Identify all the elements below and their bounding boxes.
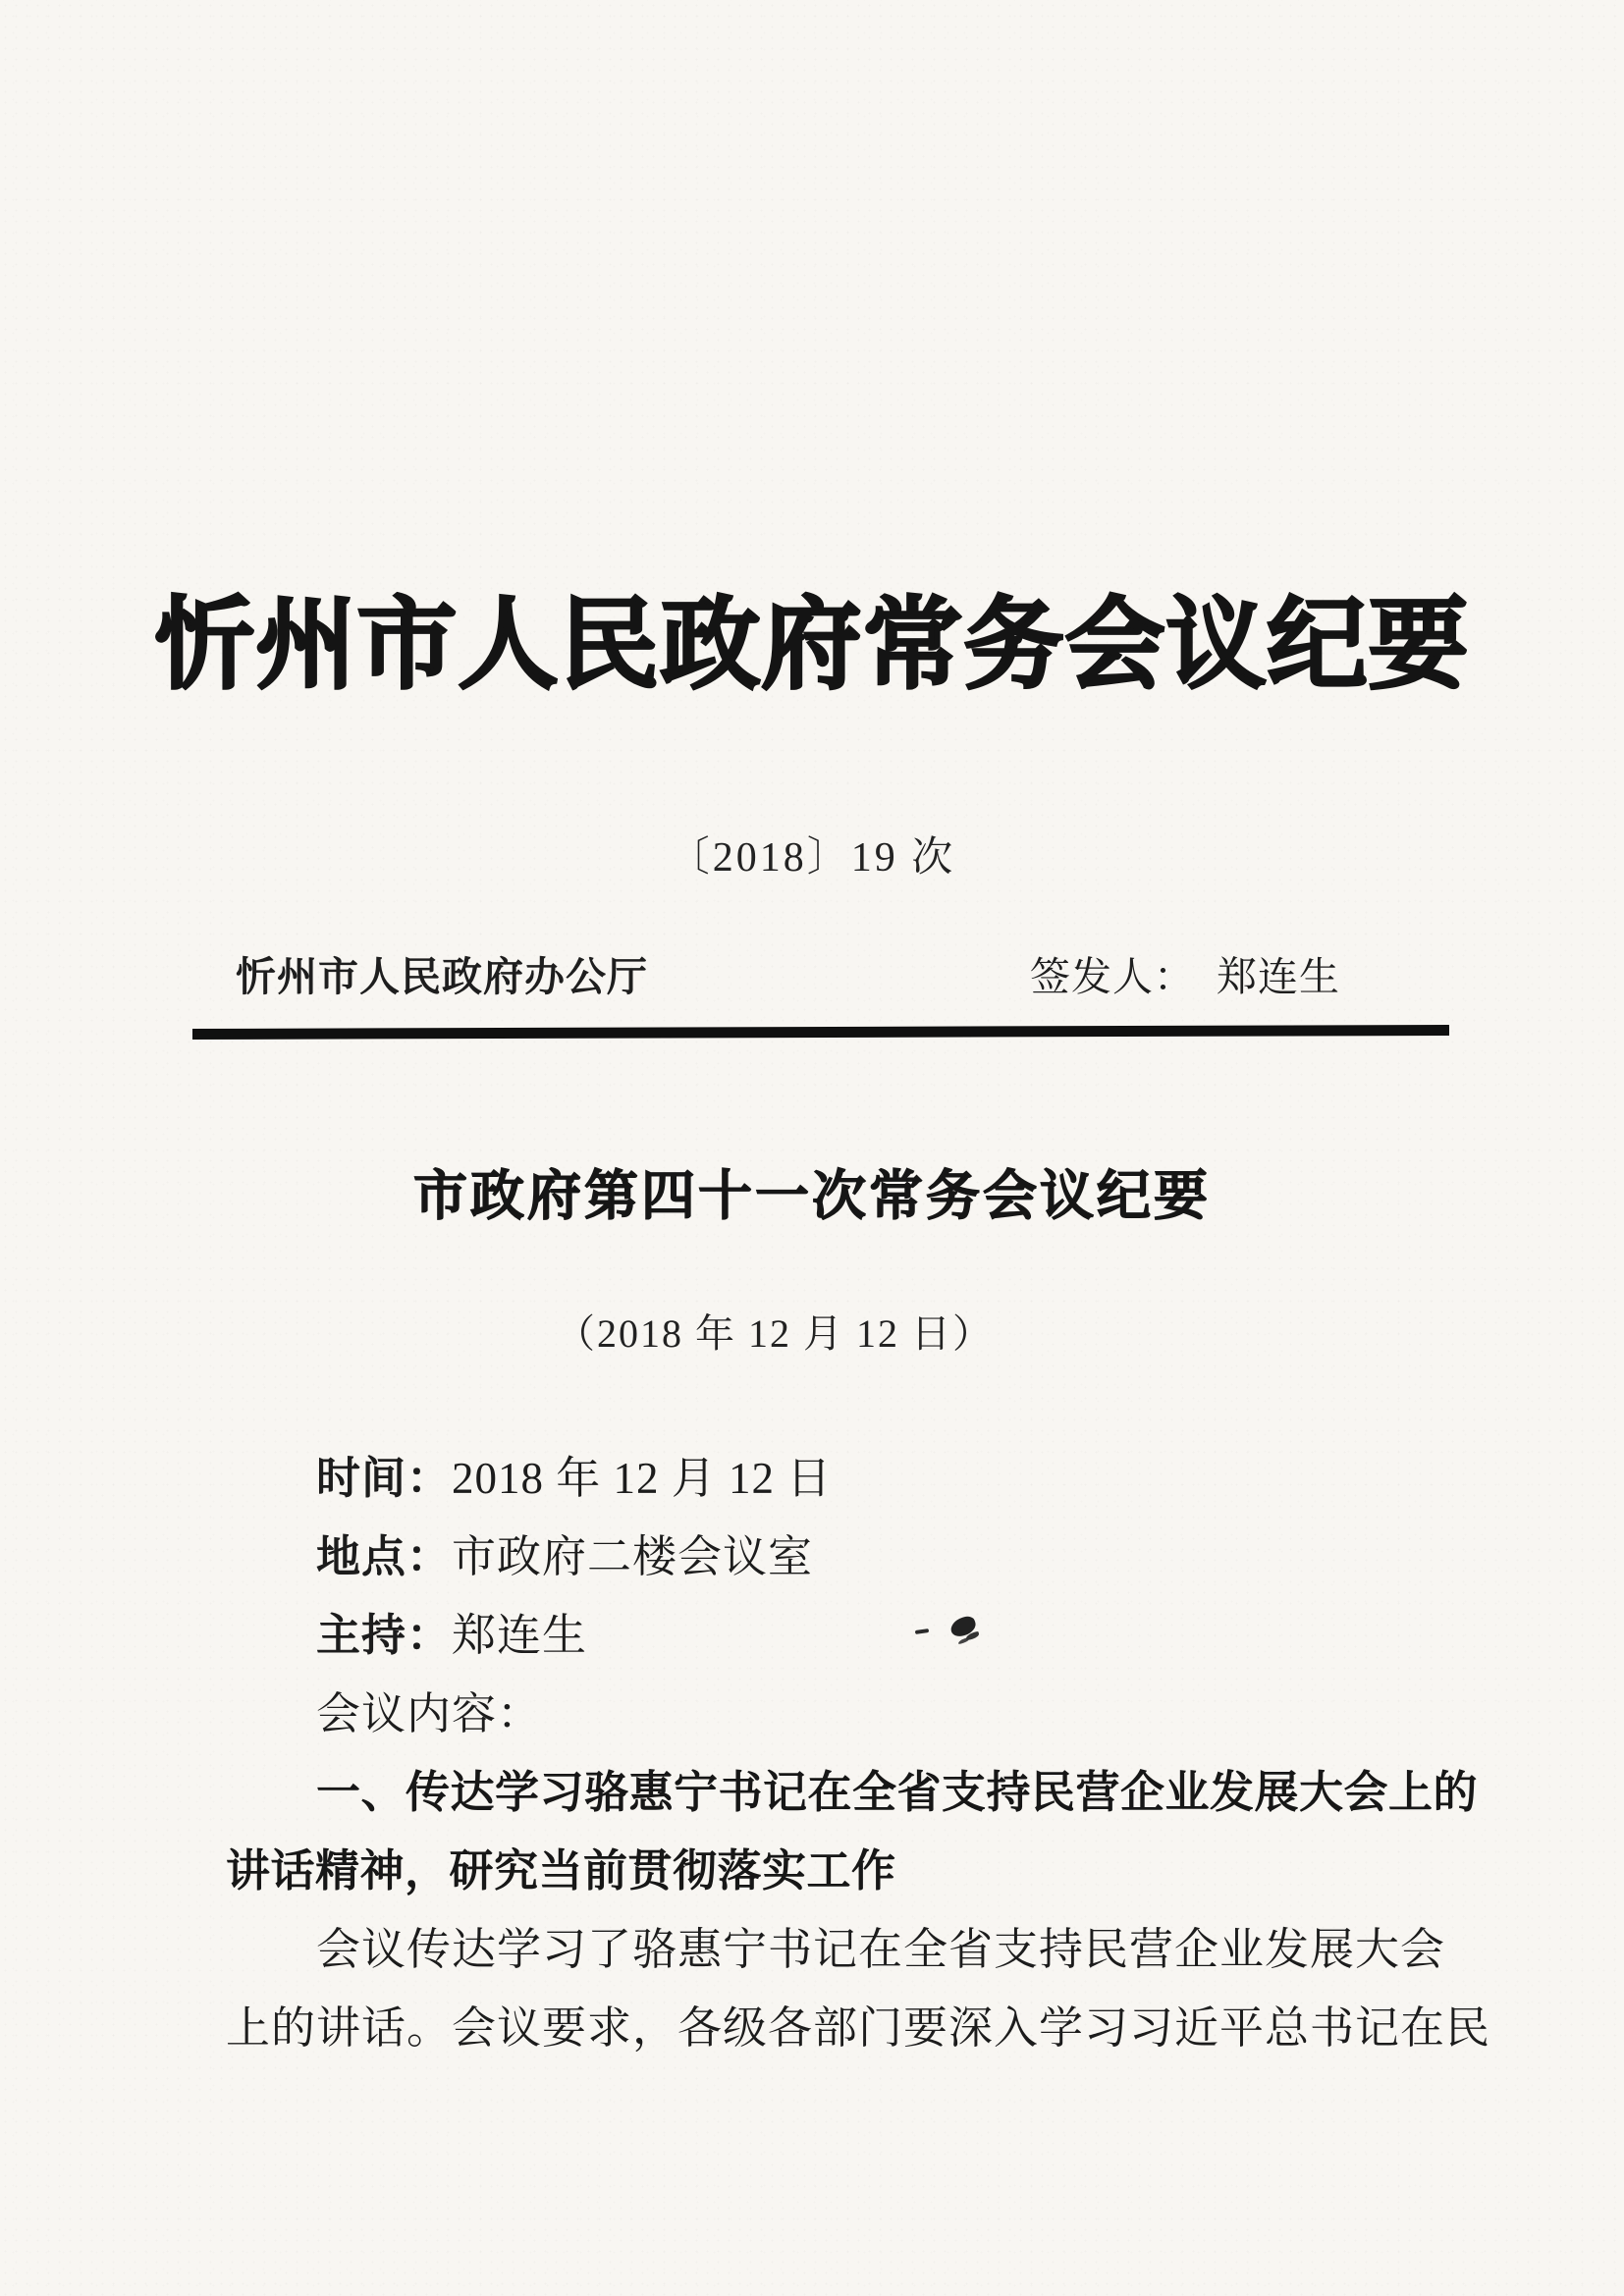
issue-number: 〔2018〕19 次 [668, 835, 956, 881]
sender-row [236, 944, 1340, 1002]
signer-name: 郑连生 [1217, 954, 1340, 999]
paragraph-line2: 上的讲话。会议要求，各级各部门要深入学习习近平总书记在民 [226, 2003, 1491, 2053]
agenda-heading-line1: 一、传达学习骆惠宁书记在全省支持民营企业发展大会上的 [316, 1767, 1479, 1817]
host-value: 郑连生 [452, 1611, 588, 1660]
time-value: 2018 年 12 月 12 日 [452, 1454, 833, 1503]
meeting-subtitle: 市政府第四十一次常务会议纪要 [412, 1166, 1211, 1226]
agenda-heading-line2: 讲话精神，研究当前贯彻落实工作 [226, 1845, 896, 1896]
meta-line-time [226, 1439, 1443, 1518]
host-label: 主持： [316, 1610, 453, 1660]
content-label: 会议内容： [316, 1689, 543, 1738]
place-label: 地点： [316, 1531, 453, 1581]
divider-rule [192, 1025, 1449, 1040]
issuing-office: 忻州市人民政府办公厅 [236, 954, 648, 999]
meta-line-host [226, 1596, 1443, 1675]
signer [1030, 944, 1340, 1002]
meta-line-place [226, 1518, 1443, 1596]
place-value: 市政府二楼会议室 [452, 1532, 814, 1581]
meeting-date: （2018 年 12 月 12 日） [556, 1311, 994, 1356]
document-body [226, 1439, 1491, 2067]
document-title: 忻州市人民政府常务会议纪要 [154, 591, 1470, 702]
paragraph-line1: 会议传达学习了骆惠宁书记在全省支持民营企业发展大会 [316, 1925, 1446, 1974]
signer-label: 签发人： [1030, 954, 1195, 999]
time-label: 时间： [316, 1453, 453, 1503]
